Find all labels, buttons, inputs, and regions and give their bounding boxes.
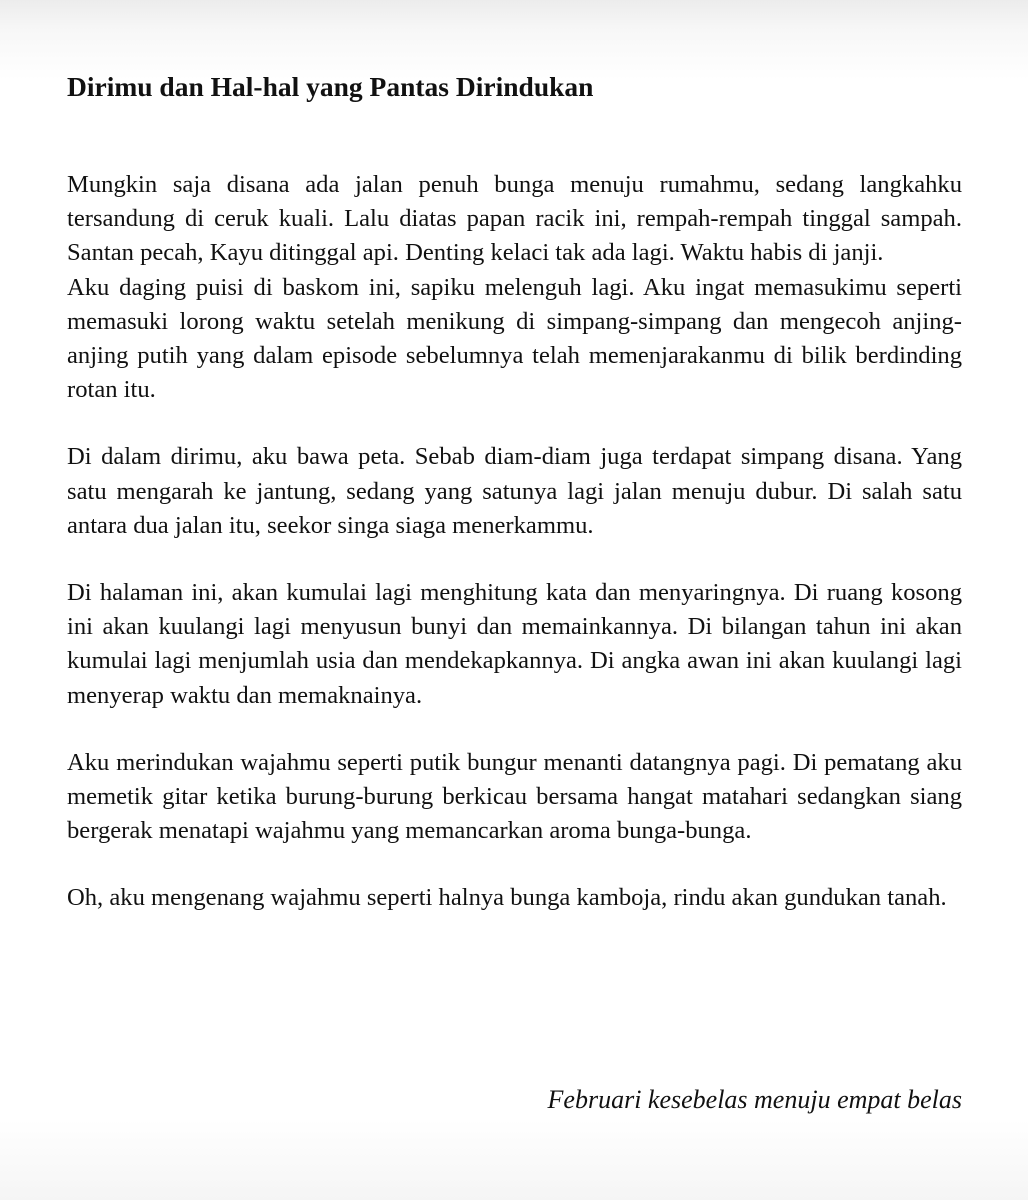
- paragraph-5: Aku merindukan wajahmu seperti putik bungur menanti datangnya pagi. Di pematang aku memetik gitar ketika burung-burung berkicau bersama hangat matahari sedangkan siang bergerak menatapi wajahmu yang memancarkan aroma bunga-bunga.: [67, 748, 962, 845]
- poem-body: [67, 168, 962, 916]
- paragraph-3: Di dalam dirimu, aku bawa peta. Sebab diam-diam juga terdapat simpang disana. Yang satu mengarah ke jantung, sedang yang satunya lagi jalan menuju dubur. Di salah satu antara dua jalan itu, seekor singa siaga menerkammu.: [67, 443, 962, 539]
- paragraph-4: Di halaman ini, akan kumulai lagi menghitung kata dan menyaringnya. Di ruang kosong ini akan kuulangi lagi menyusun bunyi dan memainkannya. Di bilangan tahun ini akan kumulai lagi menjumlah usia dan mendekapkannya. Di angka awan ini akan kuulangi lagi menyerap waktu dan memaknainya.: [67, 579, 962, 709]
- paragraph-6: Oh, aku mengenang wajahmu seperti halnya bunga kamboja, rindu akan gundukan tanah.: [67, 884, 947, 912]
- paragraph-1: Mungkin saja disana ada jalan penuh bunga menuju rumahmu, sedang langkahku tersandung di ceruk kuali. Lalu diatas papan racik ini, rempah-rempah tinggal sampah. Santan pecah, Kayu ditinggal api. Denting kelaci tak ada lagi. Waktu habis di janji.: [67, 171, 962, 267]
- page-title: Dirimu dan Hal-hal yang Pantas Dirindukan: [67, 71, 594, 102]
- signature-date-line: Februari kesebelas menuju empat belas: [547, 1085, 962, 1114]
- paragraph-2: Aku daging puisi di baskom ini, sapiku melenguh lagi. Aku ingat memasukimu seperti memasuki lorong waktu setelah menikung di simpang-simpang dan mengecoh anjing-anjing putih yang dalam episode sebelumnya telah memenjarakanmu di bilik berdinding rotan itu.: [67, 273, 962, 404]
